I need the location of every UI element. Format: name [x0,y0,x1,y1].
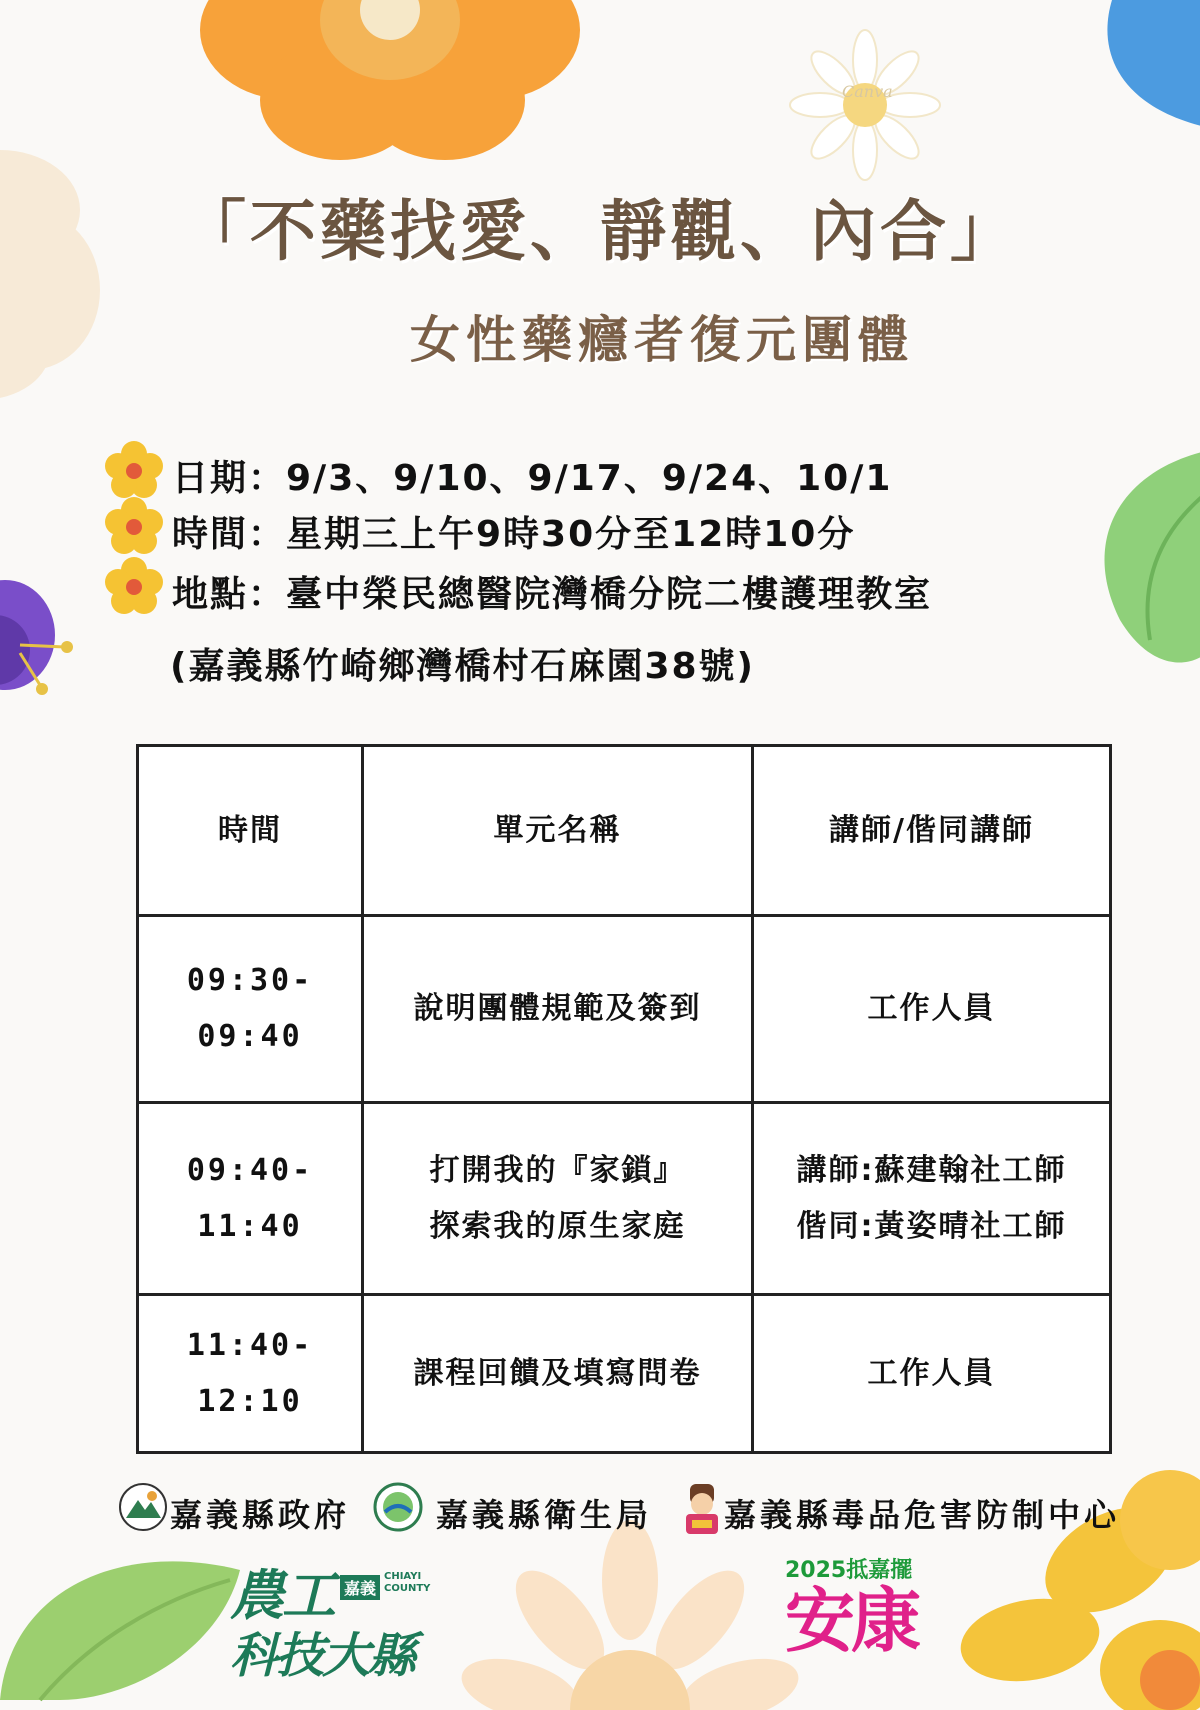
time-cell: 09:30- 09:40 [138,916,363,1103]
table-header-row [138,746,1111,916]
green-leaf-bottom-left-decoration [0,1530,260,1700]
unit-cell: 課程回饋及填寫問卷 [363,1295,753,1453]
time-cell: 09:40- 11:40 [138,1103,363,1295]
table-row [138,1295,1111,1453]
anpin-2025-logo: 2025抵嘉擺 安康 [785,1558,917,1662]
unit-cell: 打開我的『家鎖』 探索我的原生家庭 [363,1103,753,1295]
organizer-drug-prevention-center: 嘉義縣毒品危害防制中心 [724,1496,1121,1534]
green-leaf-decoration [1080,450,1200,670]
orange-flower-decoration [180,0,600,180]
organizer-health-bureau: 嘉義縣衛生局 [436,1496,653,1534]
county-government-logo-icon [118,1482,168,1532]
header-lecturer: 講師/偕同講師 [753,746,1111,916]
organizer-county-government: 嘉義縣政府 [170,1496,351,1534]
poster-title: 「不藥找愛、靜觀、內合」 [180,193,1020,270]
time-cell: 11:40- 12:10 [138,1295,363,1453]
lecturer-cell: 工作人員 [753,1295,1111,1453]
canva-watermark: Canva [842,82,893,101]
lecturer-cell: 講師:蘇建翰社工師 偕同:黃姿晴社工師 [753,1103,1111,1295]
lecturer-cell: 工作人員 [753,916,1111,1103]
white-daisy-decoration [790,30,940,180]
address-line: (嘉義縣竹崎鄉灣橋村石麻園38號) [170,646,756,687]
schedule-table [136,744,1112,1454]
poster-subtitle: 女性藥癮者復元團體 [410,311,914,369]
chiayi-agritech-logo: 農工 嘉義 CHIAYI COUNTY 科技大縣 [230,1564,431,1684]
table-row [138,1103,1111,1295]
time-line: 時間：星期三上午9時30分至12時10分 [172,514,856,555]
unit-cell: 說明團體規範及簽到 [363,916,753,1103]
header-time: 時間 [138,746,363,916]
flower-bullet-icon [104,556,164,616]
peach-daisy-bottom-decoration [460,1540,800,1710]
health-bureau-logo-icon [373,1482,423,1532]
purple-flower-decoration [0,575,100,715]
organizers-row [118,1482,1128,1542]
table-row [138,916,1111,1103]
header-unit: 單元名稱 [363,746,753,916]
place-line: 地點：臺中榮民總醫院灣橋分院二樓護理教室 [172,574,933,615]
blue-petal-decoration [1080,0,1200,140]
drug-prevention-mascot-icon [678,1482,726,1538]
yellow-flower-bottom-right-decoration [960,1440,1200,1697]
flower-bullet-icon [104,496,164,556]
date-line: 日期：9/3、9/10、9/17、9/24、10/1 [172,458,893,499]
flower-bullet-icon [104,440,164,500]
